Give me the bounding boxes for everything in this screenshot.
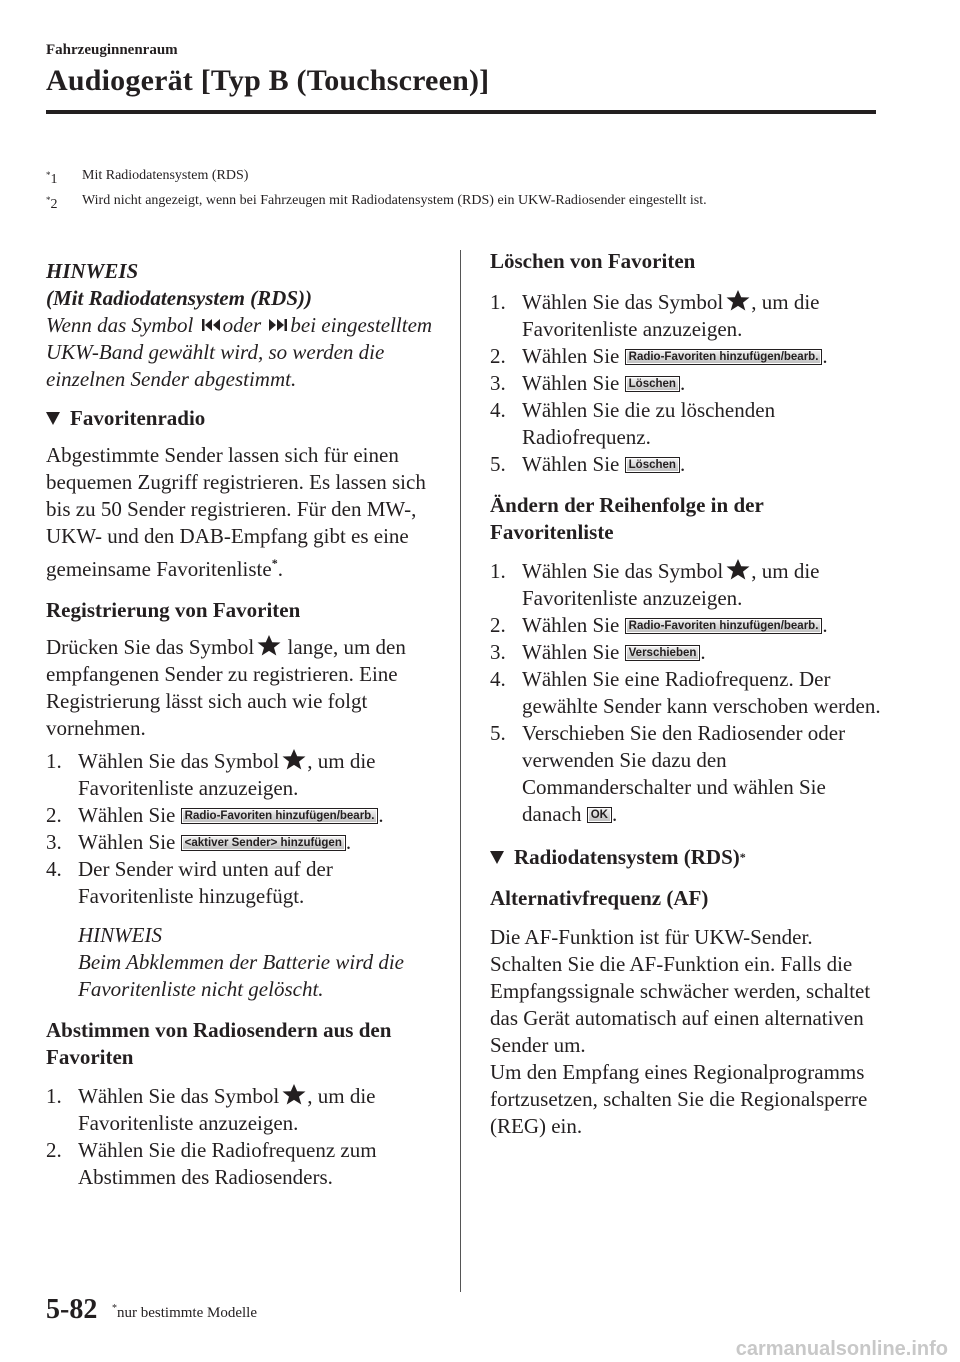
favorite-star-icon [281,748,307,770]
list-item: 2. Wählen Sie Radio-Favoriten hinzufügen/bearb. . [490,344,828,368]
title-divider [46,110,876,114]
note-text: Beim Abklemmen der Batterie wird die Favoritenliste nicht gelöscht. [78,950,405,1001]
triangle-bullet-icon [46,412,60,425]
radio-favorites-edit-button: Radio-Favoriten hinzufügen/bearb. [181,808,379,824]
footnote-text: Mit Radiodatensystem (RDS) [82,168,249,183]
left-column [46,258,446,1191]
subheading-reihenfolge: Ändern der Reihenfolge in der Favoritenliste [490,493,764,544]
list-item: 2. Wählen Sie Radio-Favoriten hinzufügen/bearb. . [490,613,828,637]
paragraph: Um den Empfang eines Regionalprogramms fortzusetzen, schalten Sie die Regionalsperre (REG) ein. [490,1060,868,1138]
list-item: 4. Wählen Sie die zu löschenden Radiofrequenz. [490,398,776,449]
list-item: 1. Wählen Sie das Symbol , um die Favoritenliste anzuzeigen. [490,559,820,610]
footer-note: *nur bestimmte Modelle [112,1303,257,1321]
list-item: 2. Wählen Sie Radio-Favoriten hinzufügen/bearb. . [46,803,384,827]
radio-favorites-edit-button: Radio-Favoriten hinzufügen/bearb. [625,618,823,634]
subheading-af: Alternativfrequenz (AF) [490,886,709,910]
triangle-bullet-icon [490,851,504,864]
section-heading-favoritenradio: Favoritenradio [46,405,446,432]
page-number: 5-82 [46,1294,98,1325]
list-item: 4. Der Sender wird unten auf der Favoritenliste hinzugefügt. [46,857,333,908]
favorite-star-icon [725,558,751,580]
footnote-mark: *2 [46,195,58,212]
section-heading-rds: Radiodatensystem (RDS) * [490,844,890,871]
list-item: 5. Verschieben Sie den Radiosender oder verwenden Sie dazu den Commanderschalter und wählen Sie danach OK . [490,721,846,826]
favorite-star-icon [725,289,751,311]
list-item: 1. Wählen Sie das Symbol , um die Favoritenliste anzuzeigen. [490,290,820,341]
favorite-star-icon [281,1083,307,1105]
footnote-mark: *1 [46,170,58,187]
paragraph: Drücken Sie das Symbol lange, um den empfangenen Sender zu registrieren. Eine Registrierung lässt sich auch wie folgt vornehmen. [46,635,406,740]
subheading-abstimmen: Abstimmen von Radiosendern aus den Favoriten [46,1018,392,1069]
list-item: 3. Wählen Sie <aktiver Sender> hinzufügen . [46,830,352,854]
note-label: HINWEIS [78,923,162,947]
paragraph: Abgestimmte Sender lassen sich für einen bequemen Zugriff registrieren. Es lassen sich bis zu 50 Sender registrieren. Für den MW-, UKW- und den DAB-Empfang gibt es eine gemeinsame Favoritenliste*. [46,443,426,581]
list-item: 5. Wählen Sie Löschen . [490,452,686,476]
subheading-registrierung: Registrierung von Favoriten [46,598,301,622]
note-condition: (Mit Radiodatensystem (RDS)) [46,286,312,310]
list-item: 3. Wählen Sie Löschen . [490,371,686,395]
add-active-station-button: <aktiver Sender> hinzufügen [181,835,346,851]
delete-button: Löschen [625,376,680,392]
section-label: Fahrzeuginnenraum [46,42,178,58]
subheading-loeschen: Löschen von Favoriten [490,249,696,273]
move-button: Verschieben [625,645,701,661]
list-item: 4. Wählen Sie eine Radiofrequenz. Der gewählte Sender kann verschoben werden. [490,667,881,718]
column-divider [460,250,461,1292]
list-item: 1. Wählen Sie das Symbol , um die Favoritenliste anzuzeigen. [46,749,376,800]
seek-down-icon [201,318,221,332]
ok-button: OK [587,807,612,823]
list-item: 1. Wählen Sie das Symbol , um die Favoritenliste anzuzeigen. [46,1084,376,1135]
seek-up-icon [268,318,288,332]
list-item: 2. Wählen Sie die Radiofrequenz zum Abstimmen des Radiosenders. [46,1138,377,1189]
list-item: 3. Wählen Sie Verschieben . [490,640,706,664]
paragraph: Die AF-Funktion ist für UKW-Sender. Schalten Sie die AF-Funktion ein. Falls die Empfangssignale schwächer werden, schaltet das Gerät automatisch auf einen alternativen Sender um. [490,925,871,1057]
watermark: carmanualsonline.info [735,1338,948,1360]
page-title: Audiogerät [Typ B (Touchscreen)] [46,64,490,97]
note-label: HINWEIS [46,259,139,283]
footnotes [46,165,876,215]
radio-favorites-edit-button: Radio-Favoriten hinzufügen/bearb. [625,349,823,365]
footnote-1 [46,165,876,190]
delete-button: Löschen [625,457,680,473]
right-column [490,248,890,1140]
footnote-2 [46,190,876,215]
note-text: Wenn das Symbol oder bei eingestelltem UKW-Band gewählt wird, so werden die einzelnen Sender abgestimmt. [46,313,433,391]
favorite-star-icon [256,634,282,656]
footnote-text: Wird nicht angezeigt, wenn bei Fahrzeugen mit Radiodatensystem (RDS) ein UKW-Radiosender eingestellt ist. [82,193,707,208]
note-box [46,922,446,1003]
